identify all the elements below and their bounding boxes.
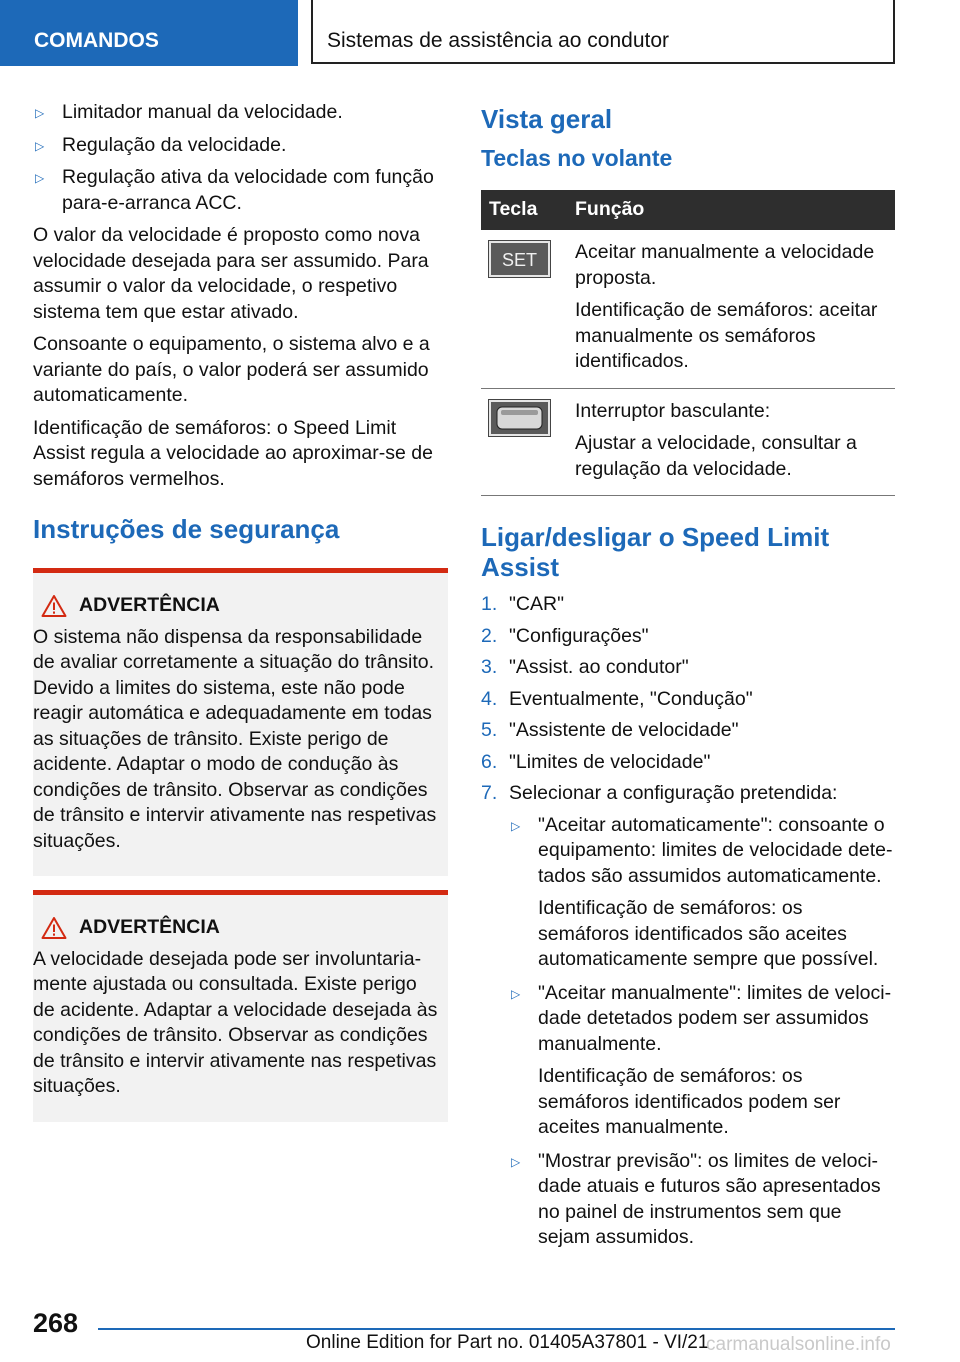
warning-title: ADVERTÊNCIA	[33, 915, 438, 941]
section-tab: COMANDOS	[0, 0, 298, 66]
list-item: 4. Eventualmente, "Condução"	[481, 687, 753, 710]
function-text: Aceitar manualmente a velocidade proposta.	[575, 241, 875, 289]
overview-heading: Vista geral	[481, 104, 613, 134]
steps-list	[481, 592, 896, 1251]
set-button-icon	[488, 240, 551, 278]
column-header-function: Função	[567, 190, 895, 230]
paragraph: Consoante o equipamento, o sistema alvo e a variante do país, o valor poderá ser assumido automaticamente.	[33, 333, 430, 406]
footer-divider	[98, 1328, 895, 1330]
table-header-row	[481, 190, 895, 230]
wheel-buttons-heading: Teclas no volante	[481, 145, 673, 171]
list-item: 5. "Assistente de velocidade"	[481, 719, 739, 741]
list-item: ▷ "Aceitar automaticamente": consoante o equipamento: limites de velocidade detetados são assumidos automaticamente. Identificação de semáforos: os semáforos identificados são aceites automaticamente sempre que possível.	[511, 813, 893, 970]
warning-box	[33, 568, 448, 876]
triangle-bullet-icon: ▷	[35, 138, 45, 153]
list-item: ▷ Regulação ativa da velocidade com função para-e-arranca ACC.	[35, 166, 434, 214]
list-item: 7. Selecionar a configuração pretendida: ▷ "Aceitar automaticamente": consoante o equipamento: limites de velocidade detetados são assumidos automaticamente. Identificação de semáforos: os semáforos identificados são aceites automaticamente sempre que possível. ▷ "Aceitar manualmente": limites de velocidade detetados podem ser assumidos manualmente. Identificação de semáforos: os semáforos identificados podem ser aceites manualmente. ▷ "Mostrar previsão": os limites de velocidade atuais e futuros são apresentados no painel de instrumentos sem que sejam assumidos.	[481, 781, 896, 1251]
triangle-bullet-icon: ▷	[35, 171, 45, 185]
warning-text: A velocidade desejada pode ser involuntariamente ajustada ou consultada. Existe perigo de acidente. Adaptar a velocidade desejada às condições de trânsito. Observar as condições de trânsito e intervir ativamente nas respetivas situações.	[33, 947, 438, 1097]
edition-text: Online Edition for Part no. 01405A37801 - VI/21	[306, 1332, 709, 1353]
function-text: Ajustar a velocidade, consultar a regulação da velocidade.	[575, 432, 857, 480]
right-column	[481, 100, 896, 1259]
list-item: ▷ "Mostrar previsão": os limites de velocidade atuais e futuros são apresentados no painel de instrumentos sem que sejam assumidos.	[511, 1149, 881, 1248]
page-header	[0, 0, 960, 66]
warning-triangle-icon	[41, 916, 67, 940]
left-column	[33, 100, 448, 1136]
options-list	[509, 813, 896, 1251]
paragraph: O valor da velocidade é proposto como nova velocidade desejada para ser assumido. Para assumir o valor da velocidade, o respetivo sistema tem que estar ativado.	[33, 224, 429, 323]
chapter-tab: Sistemas de assistência ao condutor	[311, 0, 895, 64]
triangle-bullet-icon: ▷	[35, 106, 45, 120]
warning-triangle-icon	[41, 594, 67, 618]
page-number: 268	[33, 1308, 79, 1338]
safety-heading: Instruções de segurança	[33, 514, 340, 544]
list-item: ▷ Regulação da velocidade.	[35, 133, 287, 156]
function-text: Identificação de semáforos: aceitar manualmente os semáforos identificados.	[575, 299, 878, 372]
list-item: ▷ "Aceitar manualmente": limites de velocidade detetados podem ser assumidos manualmente. Identificação de semáforos: os semáforos identificados podem ser aceites manualmente.	[511, 981, 892, 1138]
function-text: Interruptor basculante:	[575, 399, 771, 422]
list-item: ▷ Limitador manual da velocidade.	[35, 101, 343, 123]
column-header-key: Tecla	[481, 190, 567, 230]
paragraph: Identificação de semáforos: o Speed Limit Assist regula a velocidade ao aproximar-se de semáforos vermelhos.	[33, 416, 433, 490]
warning-box	[33, 890, 448, 1122]
warning-title: ADVERTÊNCIA	[33, 593, 438, 619]
feature-list	[33, 100, 448, 216]
triangle-bullet-icon: ▷	[511, 986, 521, 1001]
table-row	[481, 388, 895, 496]
list-item: 3. "Assist. ao condutor"	[481, 656, 689, 678]
page-footer	[0, 1290, 960, 1362]
warning-text: O sistema não dispensa da responsabilidade de avaliar corretamente a situação do trânsito. Devido a limites do sistema, este não pode reagir automática e adequadamente em todas as situações de trânsito. Existe perigo de acidente. Adaptar o modo de condução às condições de trânsito. Observar as condições de trânsito e intervir ativamente nas respetivas situações.	[33, 625, 437, 852]
watermark: carmanualsonline.info	[706, 1334, 891, 1355]
set-key-label: SET	[501, 250, 538, 270]
list-item: 6. "Limites de velocidade"	[481, 750, 711, 773]
list-item: 2. "Configurações"	[481, 624, 649, 647]
wheel-buttons-table	[481, 190, 895, 496]
table-row	[481, 230, 895, 388]
triangle-bullet-icon: ▷	[511, 1154, 521, 1169]
list-item: 1. "CAR"	[481, 593, 565, 615]
rocker-switch-icon	[488, 399, 551, 437]
onoff-heading: Ligar/desligar o Speed Limit Assist	[481, 522, 830, 582]
triangle-bullet-icon: ▷	[511, 818, 521, 833]
